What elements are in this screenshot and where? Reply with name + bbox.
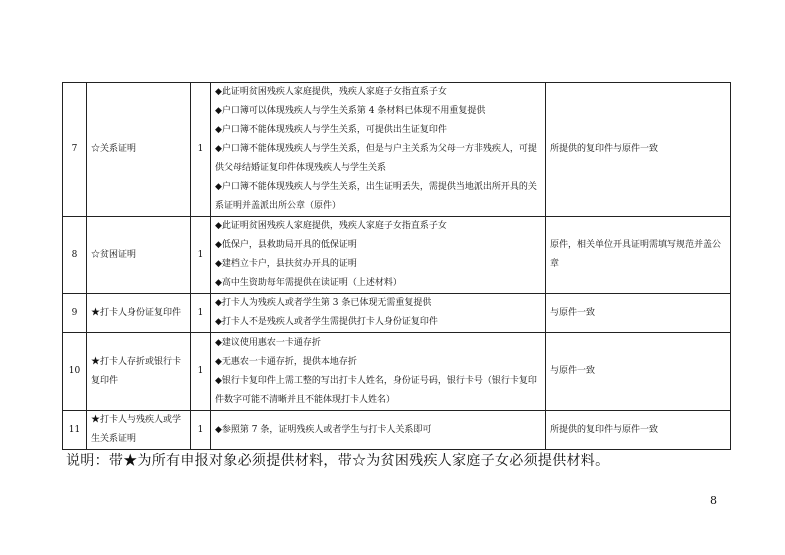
requirement-item: ◆户口簿不能体现残疾人与学生关系，可提供出生证复印件: [215, 125, 447, 135]
requirement-items: [211, 333, 546, 411]
footnote: 说明：带★为所有申报对象必须提供材料，带☆为贫困残疾人家庭子女必须提供材料。: [66, 453, 610, 469]
table-row: [63, 83, 731, 217]
requirement-items: [211, 294, 546, 333]
page-number: 8: [710, 494, 717, 507]
requirement-item: ◆高中生资助每年需提供在读证明（上述材料）: [215, 278, 402, 288]
document-name: ☆贫困证明: [87, 217, 191, 294]
requirement-item: ◆参照第 7 条，证明残疾人或者学生与打卡人关系即可: [215, 424, 432, 435]
row-number: 8: [63, 217, 87, 294]
document-name: ★打卡人身份证复印件: [87, 294, 191, 333]
copy-count: 1: [191, 217, 211, 294]
remark: 与原件一致: [546, 294, 731, 333]
requirement-item: ◆此证明贫困残疾人家庭提供，残疾人家庭子女指直系子女: [215, 87, 447, 97]
requirement-item: ◆户口簿可以体现残疾人与学生关系第 4 条材料已体现不用重复提供: [215, 106, 486, 116]
table-row: [63, 217, 731, 294]
document-name: ☆关系证明: [87, 83, 191, 217]
requirement-item: ◆无惠农一卡通存折，提供本地存折: [215, 356, 357, 367]
row-number: 9: [63, 294, 87, 333]
row-number: 7: [63, 83, 87, 217]
requirement-item: ◆此证明贫困残疾人家庭提供，残疾人家庭子女指直系子女: [215, 221, 447, 231]
copy-count: 1: [191, 294, 211, 333]
requirement-item: ◆建议使用惠农一卡通存折: [215, 337, 321, 348]
copy-count: 1: [191, 411, 211, 450]
requirement-item: ◆建档立卡户，县扶贫办开具的证明: [215, 259, 357, 269]
copy-count: 1: [191, 333, 211, 411]
requirement-item: ◆银行卡复印件上需工整的写出打卡人姓名，身份证号码，银行卡号（银行卡复印件数字可能不清晰并且不能体现打卡人姓名）: [215, 375, 537, 405]
requirement-item: ◆低保户，县救助局开具的低保证明: [215, 240, 357, 250]
requirement-item: ◆打卡人不是残疾人或者学生需提供打卡人身份证复印件: [215, 317, 438, 327]
requirement-item: ◆打卡人为残疾人或者学生第 3 条已体现无需重复提供: [215, 298, 432, 308]
remark: 所提供的复印件与原件一致: [546, 411, 731, 450]
requirement-items: [211, 83, 546, 217]
table-row: [63, 333, 731, 411]
remark: 与原件一致: [546, 333, 731, 411]
requirements-table: [62, 82, 731, 450]
row-number: 11: [63, 411, 87, 450]
remark: 所提供的复印件与原件一致: [546, 83, 731, 217]
remark: 原件，相关单位开具证明需填写规范并盖公章: [546, 217, 731, 294]
table-row: [63, 411, 731, 450]
document-name: ★打卡人与残疾人或学生关系证明: [87, 411, 191, 450]
document-name: ★打卡人存折或银行卡复印件: [87, 333, 191, 411]
requirement-item: ◆户口簿不能体现残疾人与学生关系，但是与户主关系为父母一方非残疾人，可提供父母结婚证复印件体现残疾人与学生关系: [215, 144, 537, 173]
requirement-item: ◆户口簿不能体现残疾人与学生关系，出生证明丢失，需提供当地派出所开具的关系证明并盖派出所公章（原件）: [215, 182, 537, 211]
requirement-items: [211, 217, 546, 294]
table-row: [63, 294, 731, 333]
requirement-items: [211, 411, 546, 450]
copy-count: 1: [191, 83, 211, 217]
row-number: 10: [63, 333, 87, 411]
